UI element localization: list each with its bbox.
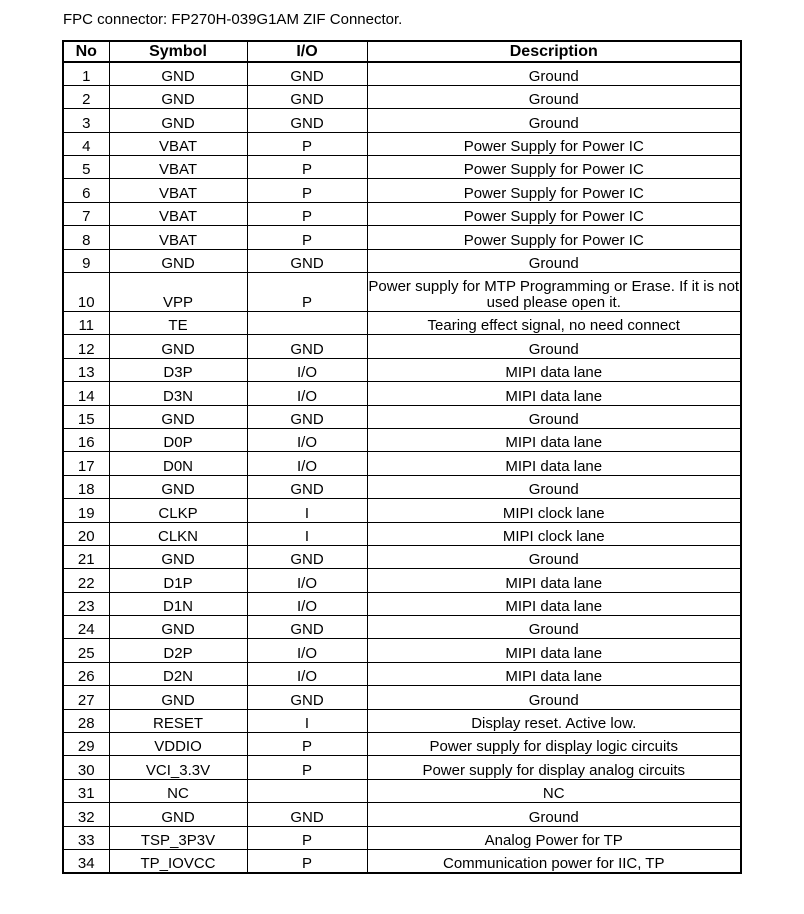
table-row <box>63 405 741 428</box>
cell-description: MIPI data lane <box>367 428 741 451</box>
cell-description: MIPI data lane <box>367 569 741 592</box>
table-row <box>63 428 741 451</box>
header-io: I/O <box>247 41 367 62</box>
cell-description: Analog Power for TP <box>367 826 741 849</box>
cell-symbol: TP_IOVCC <box>109 850 247 873</box>
header-description: Description <box>367 41 741 62</box>
cell-no: 5 <box>63 156 109 179</box>
table-row <box>63 202 741 225</box>
cell-no: 28 <box>63 709 109 732</box>
cell-no: 30 <box>63 756 109 779</box>
cell-no: 19 <box>63 499 109 522</box>
table-row <box>63 662 741 685</box>
cell-symbol: VBAT <box>109 156 247 179</box>
cell-description: Power supply for MTP Programming or Erase. If it is not used please open it. <box>367 273 741 312</box>
cell-description: MIPI clock lane <box>367 499 741 522</box>
table-row <box>63 803 741 826</box>
cell-no: 24 <box>63 616 109 639</box>
cell-no: 8 <box>63 226 109 249</box>
cell-no: 27 <box>63 686 109 709</box>
table-body <box>63 62 741 873</box>
cell-description: MIPI data lane <box>367 452 741 475</box>
cell-io: I <box>247 499 367 522</box>
table-row <box>63 756 741 779</box>
cell-no: 34 <box>63 850 109 873</box>
cell-io: I/O <box>247 592 367 615</box>
cell-symbol: GND <box>109 249 247 272</box>
cell-description: Power supply for display analog circuits <box>367 756 741 779</box>
header-symbol: Symbol <box>109 41 247 62</box>
cell-io: P <box>247 850 367 873</box>
cell-description: Ground <box>367 545 741 568</box>
cell-symbol: CLKN <box>109 522 247 545</box>
cell-no: 20 <box>63 522 109 545</box>
cell-no: 3 <box>63 109 109 132</box>
cell-symbol: VBAT <box>109 202 247 225</box>
cell-no: 12 <box>63 335 109 358</box>
cell-symbol: GND <box>109 335 247 358</box>
cell-description: MIPI data lane <box>367 358 741 381</box>
cell-io: GND <box>247 405 367 428</box>
document-caption: FPC connector: FP270H-039G1AM ZIF Connector. <box>63 11 403 28</box>
cell-io: P <box>247 179 367 202</box>
cell-no: 2 <box>63 85 109 108</box>
cell-symbol: GND <box>109 405 247 428</box>
cell-symbol: D0P <box>109 428 247 451</box>
cell-symbol: NC <box>109 779 247 802</box>
cell-symbol: VPP <box>109 273 247 312</box>
cell-description: Ground <box>367 803 741 826</box>
cell-io: I/O <box>247 382 367 405</box>
cell-io: GND <box>247 249 367 272</box>
cell-no: 7 <box>63 202 109 225</box>
cell-symbol: D2N <box>109 662 247 685</box>
cell-io: P <box>247 156 367 179</box>
cell-description: Ground <box>367 249 741 272</box>
cell-symbol: GND <box>109 686 247 709</box>
cell-description: Power Supply for Power IC <box>367 132 741 155</box>
cell-no: 29 <box>63 733 109 756</box>
cell-symbol: D0N <box>109 452 247 475</box>
cell-description: Ground <box>367 475 741 498</box>
table-row <box>63 249 741 272</box>
cell-io: I/O <box>247 452 367 475</box>
cell-symbol: D2P <box>109 639 247 662</box>
cell-symbol: GND <box>109 475 247 498</box>
cell-io: P <box>247 226 367 249</box>
cell-no: 1 <box>63 62 109 85</box>
cell-description: Power Supply for Power IC <box>367 226 741 249</box>
cell-io: I/O <box>247 662 367 685</box>
cell-io: I/O <box>247 569 367 592</box>
cell-description: Power Supply for Power IC <box>367 202 741 225</box>
cell-no: 4 <box>63 132 109 155</box>
cell-io: P <box>247 826 367 849</box>
table-row <box>63 382 741 405</box>
table-row <box>63 156 741 179</box>
cell-description: Display reset. Active low. <box>367 709 741 732</box>
cell-no: 15 <box>63 405 109 428</box>
table-row <box>63 273 741 312</box>
cell-symbol: VBAT <box>109 179 247 202</box>
table-row <box>63 335 741 358</box>
table-row <box>63 452 741 475</box>
cell-no: 14 <box>63 382 109 405</box>
cell-description: Communication power for IIC, TP <box>367 850 741 873</box>
cell-description: Ground <box>367 85 741 108</box>
cell-description: Ground <box>367 335 741 358</box>
cell-symbol: CLKP <box>109 499 247 522</box>
cell-io: P <box>247 202 367 225</box>
cell-symbol: TSP_3P3V <box>109 826 247 849</box>
cell-io <box>247 779 367 802</box>
cell-description: Tearing effect signal, no need connect <box>367 312 741 335</box>
cell-no: 6 <box>63 179 109 202</box>
cell-io: I <box>247 709 367 732</box>
cell-symbol: D1P <box>109 569 247 592</box>
cell-description: MIPI data lane <box>367 382 741 405</box>
table-row <box>63 358 741 381</box>
table-row <box>63 312 741 335</box>
cell-io: P <box>247 132 367 155</box>
cell-no: 16 <box>63 428 109 451</box>
cell-symbol: VCI_3.3V <box>109 756 247 779</box>
cell-io <box>247 312 367 335</box>
table-row <box>63 850 741 873</box>
table-row <box>63 686 741 709</box>
cell-description: Ground <box>367 62 741 85</box>
cell-io: GND <box>247 109 367 132</box>
cell-description: Power supply for display logic circuits <box>367 733 741 756</box>
table-row <box>63 616 741 639</box>
cell-symbol: GND <box>109 62 247 85</box>
cell-description: MIPI clock lane <box>367 522 741 545</box>
cell-symbol: GND <box>109 616 247 639</box>
cell-symbol: VBAT <box>109 226 247 249</box>
cell-description: NC <box>367 779 741 802</box>
header-no: No <box>63 41 109 62</box>
cell-description: MIPI data lane <box>367 592 741 615</box>
cell-no: 17 <box>63 452 109 475</box>
cell-io: GND <box>247 85 367 108</box>
table-row <box>63 545 741 568</box>
cell-symbol: RESET <box>109 709 247 732</box>
cell-description: Power Supply for Power IC <box>367 179 741 202</box>
cell-no: 22 <box>63 569 109 592</box>
cell-io: P <box>247 733 367 756</box>
cell-description: MIPI data lane <box>367 639 741 662</box>
cell-no: 33 <box>63 826 109 849</box>
cell-io: GND <box>247 803 367 826</box>
table-row <box>63 85 741 108</box>
cell-io: GND <box>247 335 367 358</box>
table-row <box>63 109 741 132</box>
table-row <box>63 592 741 615</box>
cell-symbol: VDDIO <box>109 733 247 756</box>
table-header-row <box>63 41 741 62</box>
cell-symbol: VBAT <box>109 132 247 155</box>
table-row <box>63 226 741 249</box>
cell-no: 9 <box>63 249 109 272</box>
cell-symbol: TE <box>109 312 247 335</box>
cell-description: Ground <box>367 616 741 639</box>
cell-no: 10 <box>63 273 109 312</box>
table-row <box>63 826 741 849</box>
cell-io: P <box>247 756 367 779</box>
table-row <box>63 569 741 592</box>
cell-io: GND <box>247 616 367 639</box>
table-row <box>63 179 741 202</box>
pin-table <box>62 40 742 874</box>
table-row <box>63 733 741 756</box>
cell-no: 11 <box>63 312 109 335</box>
cell-no: 18 <box>63 475 109 498</box>
cell-symbol: GND <box>109 85 247 108</box>
cell-io: GND <box>247 545 367 568</box>
cell-io: I/O <box>247 428 367 451</box>
cell-description: MIPI data lane <box>367 662 741 685</box>
cell-io: GND <box>247 475 367 498</box>
cell-symbol: D1N <box>109 592 247 615</box>
table-row <box>63 499 741 522</box>
cell-symbol: GND <box>109 545 247 568</box>
table-row <box>63 475 741 498</box>
cell-description: Power Supply for Power IC <box>367 156 741 179</box>
cell-description: Ground <box>367 686 741 709</box>
cell-io: I/O <box>247 639 367 662</box>
cell-symbol: GND <box>109 803 247 826</box>
cell-description: Ground <box>367 405 741 428</box>
cell-no: 13 <box>63 358 109 381</box>
cell-no: 26 <box>63 662 109 685</box>
cell-io: GND <box>247 686 367 709</box>
cell-no: 31 <box>63 779 109 802</box>
table-row <box>63 779 741 802</box>
cell-io: I/O <box>247 358 367 381</box>
cell-io: I <box>247 522 367 545</box>
table-row <box>63 132 741 155</box>
cell-io: P <box>247 273 367 312</box>
cell-io: GND <box>247 62 367 85</box>
table-row <box>63 639 741 662</box>
cell-no: 21 <box>63 545 109 568</box>
cell-symbol: D3P <box>109 358 247 381</box>
cell-symbol: D3N <box>109 382 247 405</box>
cell-symbol: GND <box>109 109 247 132</box>
cell-description: Ground <box>367 109 741 132</box>
cell-no: 25 <box>63 639 109 662</box>
cell-no: 32 <box>63 803 109 826</box>
cell-no: 23 <box>63 592 109 615</box>
table-row <box>63 62 741 85</box>
table-row <box>63 709 741 732</box>
table-row <box>63 522 741 545</box>
